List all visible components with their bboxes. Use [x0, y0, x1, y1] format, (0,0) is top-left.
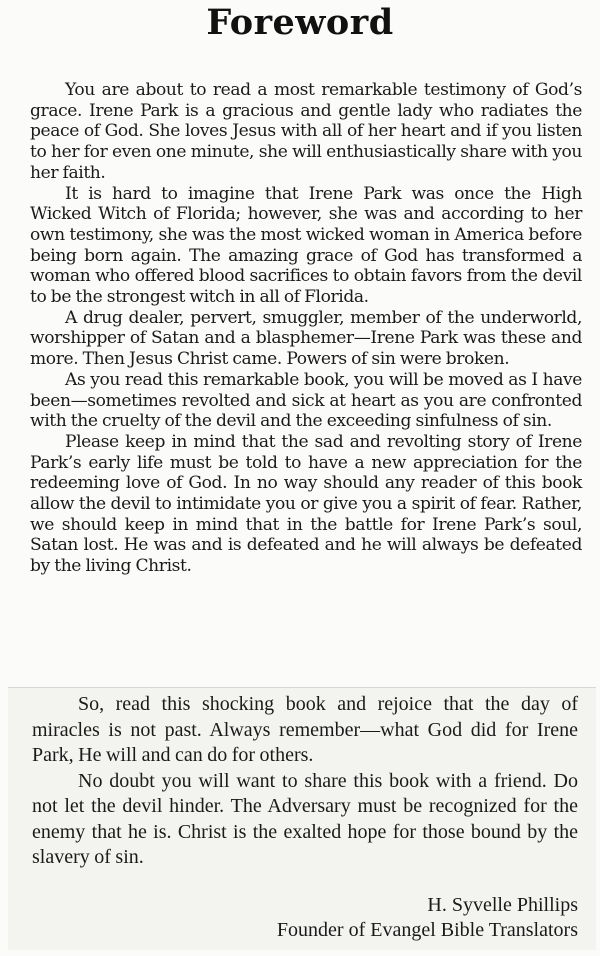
page-title: Foreword — [206, 2, 394, 43]
signature-name: H. Syvelle Phillips — [427, 894, 578, 916]
foreword-body — [30, 80, 582, 577]
paragraph: Please keep in mind that the sad and revolting story of Irene Park’s early life must be told to have a new appreciation for the redeeming love of God. In no way should any reader of this book allow the devil to intimidate you or give you a spirit of fear. Rather, we should keep in mind that in the battle for Irene Park’s soul, Satan lost. He was and is defeated and he will always be defeated by the living Christ. — [30, 431, 582, 577]
closing-paragraph: No doubt you will want to share this book with a friend. Do not let the devil hinder. The Adversary must be recognized for the enemy that he is. Christ is the exalted hope for those bound by the slavery of sin. — [32, 769, 578, 868]
closing-section — [32, 692, 578, 871]
signature-role: Founder of Evangel Bible Translators — [276, 919, 578, 941]
signature-block — [158, 893, 578, 943]
paragraph: You are about to read a most remarkable testimony of God’s grace. Irene Park is a gracious and gentle lady who radiates the peace of God. She loves Jesus with all of her heart and if you listen to her for even one minute, she will enthusiastically share with you her faith. — [30, 80, 582, 183]
paragraph: As you read this remarkable book, you will be moved as I have been—sometimes revolted and sick at heart as you are confronted with the cruelty of the devil and the exceeding sinfulness of sin. — [30, 369, 582, 432]
paragraph: It is hard to imagine that Irene Park was once the High Wicked Witch of Florida; however, she was and according to her own testimony, she was the most wicked woman in America before being born again. The amazing grace of God has transformed a woman who offered blood sacrifices to obtain favors from the devil to be the strongest witch in all of Florida. — [30, 183, 582, 308]
paragraph: A drug dealer, pervert, smuggler, member of the underworld, worshipper of Satan and a blasphemer—Irene Park was these and more. Then Jesus Christ came. Powers of sin were broken. — [30, 307, 582, 370]
closing-paragraph: So, read this shocking book and rejoice that the day of miracles is not past. Always remember—what God did for Irene Park, He will and can do for others. — [32, 693, 578, 766]
